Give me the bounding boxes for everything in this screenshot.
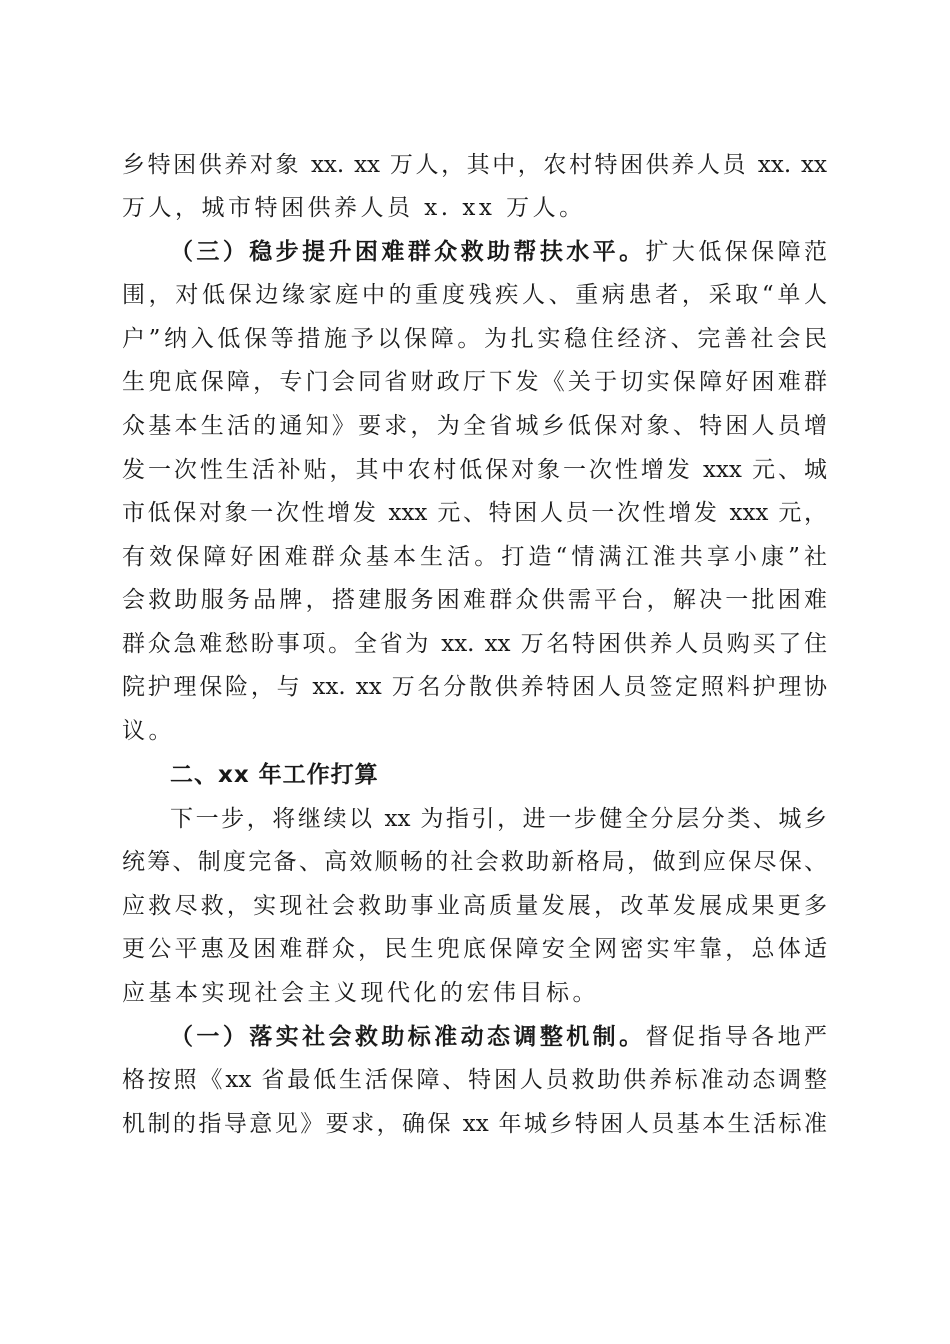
- paragraph-line: 乡特困供养对象 xx. xx 万人，其中，农村特困供养人员 xx. xx: [122, 152, 827, 178]
- chapter-heading: 二、xx 年工作打算: [170, 762, 379, 788]
- paragraph-line: 万人，城市特困供养人员 x. xx 万人。: [122, 195, 586, 221]
- paragraph-line: 议。: [122, 718, 175, 744]
- paragraph-line: 统筹、制度完备、高效顺畅的社会救助新格局，做到应保尽保、: [122, 849, 827, 875]
- paragraph-line: 市低保对象一次性增发 xxx 元、特困人员一次性增发 xxx 元，: [122, 500, 827, 526]
- paragraph-line: 群众急难愁盼事项。全省为 xx. xx 万名特困供养人员购买了住: [122, 631, 827, 657]
- paragraph-line: 有效保障好困难群众基本生活。打造“情满江淮共享小康”社: [122, 544, 827, 570]
- paragraph-line: 众基本生活的通知》要求，为全省城乡低保对象、特困人员增: [122, 413, 827, 439]
- section-3-first-line: [170, 237, 827, 267]
- paragraph-line: 生兜底保障，专门会同省财政厅下发《关于切实保障好困难群: [122, 369, 827, 395]
- paragraph-line: 会救助服务品牌，搭建服务困难群众供需平台，解决一批困难: [122, 587, 827, 613]
- paragraph-text: 督促指导各地严: [645, 1024, 827, 1050]
- paragraph-line: 应救尽救，实现社会救助事业高质量发展，改革发展成果更多: [122, 893, 827, 919]
- paragraph-line: 更公平惠及困难群众，民生兜底保障安全网密实牢靠，总体适: [122, 936, 827, 962]
- paragraph-line: 户”纳入低保等措施予以保障。为扎实稳住经济、完善社会民: [122, 326, 827, 352]
- paragraph-line: 围，对低保边缘家庭中的重度残疾人、重病患者，采取“单人: [122, 282, 827, 308]
- section-1-first-line: [170, 1022, 827, 1052]
- section-heading-3: （三）稳步提升困难群众救助帮扶水平。: [170, 238, 646, 265]
- paragraph-line: 下一步，将继续以 xx 为指引，进一步健全分层分类、城乡: [170, 806, 827, 832]
- paragraph-line: 格按照《xx 省最低生活保障、特困人员救助供养标准动态调整: [122, 1067, 827, 1093]
- paragraph-line: 院护理保险，与 xx. xx 万名分散供养特困人员签定照料护理协: [122, 674, 827, 700]
- paragraph-line: 发一次性生活补贴，其中农村低保对象一次性增发 xxx 元、城: [122, 457, 827, 483]
- paragraph-text: 扩大低保保障范: [645, 239, 827, 265]
- paragraph-line: 机制的指导意见》要求，确保 xx 年城乡特困人员基本生活标准: [122, 1111, 827, 1137]
- paragraph-line: 应基本实现社会主义现代化的宏伟目标。: [122, 980, 599, 1006]
- section-heading-1: （一）落实社会救助标准动态调整机制。: [170, 1023, 646, 1050]
